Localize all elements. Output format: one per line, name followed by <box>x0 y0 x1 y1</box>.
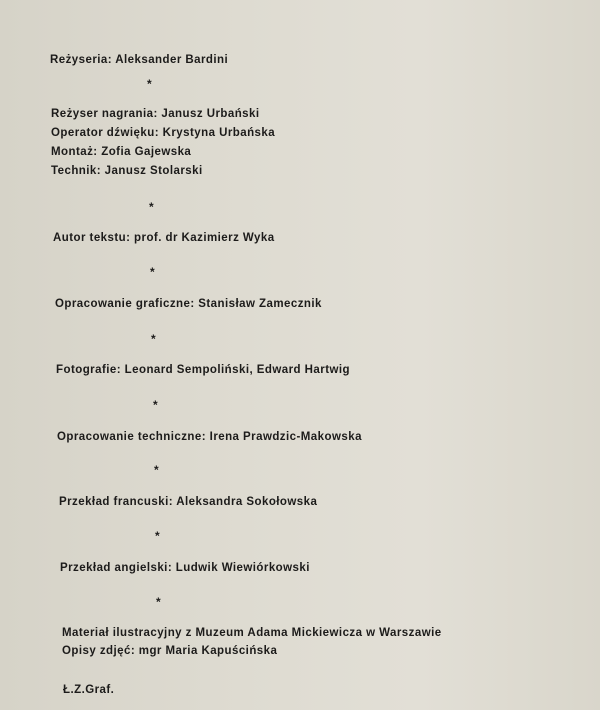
printer-imprint: Ł.Z.Graf. <box>63 684 115 696</box>
separator-asterisk: * <box>154 463 159 477</box>
credit-rezyser-nagrania: Reżyser nagrania: Janusz Urbański <box>51 108 260 120</box>
credit-opracowanie-techniczne: Opracowanie techniczne: Irena Prawdzic-Makowska <box>57 431 362 443</box>
credit-autor-tekstu: Autor tekstu: prof. dr Kazimierz Wyka <box>53 232 275 244</box>
credit-przeklad-francuski: Przekład francuski: Aleksandra Sokołowska <box>59 496 318 508</box>
separator-asterisk: * <box>150 265 155 279</box>
credit-rezyseria: Reżyseria: Aleksander Bardini <box>50 54 229 66</box>
credit-fotografie: Fotografie: Leonard Sempoliński, Edward Hartwig <box>56 364 350 376</box>
credit-technik: Technik: Janusz Stolarski <box>51 165 203 177</box>
credit-przeklad-angielski: Przekład angielski: Ludwik Wiewiórkowski <box>60 562 310 574</box>
separator-asterisk: * <box>153 398 158 412</box>
credit-opisy-zdjec: Opisy zdjęć: mgr Maria Kapuścińska <box>62 645 278 657</box>
separator-asterisk: * <box>147 77 152 91</box>
credit-operator-dzwieku: Operator dźwięku: Krystyna Urbańska <box>51 127 276 139</box>
separator-asterisk: * <box>156 595 161 609</box>
credit-montaz: Montaż: Zofia Gajewska <box>51 146 192 158</box>
separator-asterisk: * <box>149 200 154 214</box>
separator-asterisk: * <box>151 332 156 346</box>
credit-opracowanie-graficzne: Opracowanie graficzne: Stanisław Zamecznik <box>55 298 322 310</box>
credit-material-ilustracyjny: Materiał ilustracyjny z Muzeum Adama Mickiewicza w Warszawie <box>62 627 442 639</box>
separator-asterisk: * <box>155 529 160 543</box>
